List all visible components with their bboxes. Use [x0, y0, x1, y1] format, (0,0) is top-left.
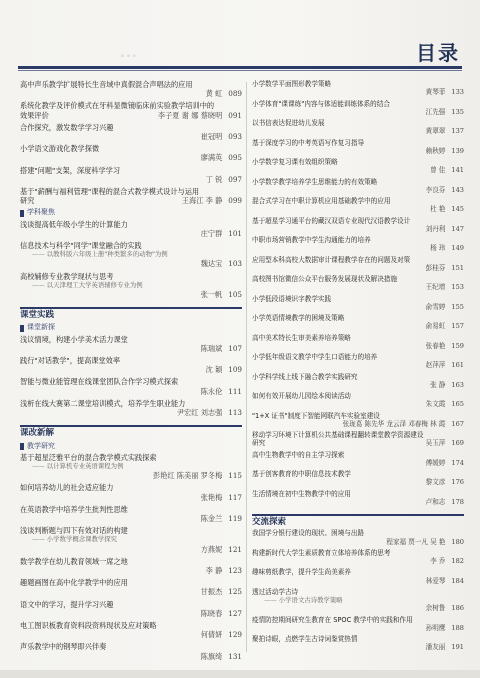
entry-page: 174 — [451, 458, 464, 467]
toc-entry[interactable] — [20, 526, 242, 554]
entry-meta — [252, 244, 464, 252]
entry-meta — [252, 478, 464, 486]
page-edge — [0, 670, 480, 678]
entry-page: 107 — [228, 343, 242, 353]
entry-meta — [20, 609, 242, 618]
header-rule-thin — [18, 70, 462, 71]
entry-meta — [252, 538, 464, 546]
entry-meta — [252, 186, 464, 194]
entry-page: 151 — [451, 263, 464, 272]
entry-subtitle: —— 以天津理工大学英语辅修专业为例 — [20, 281, 242, 290]
entry-page: 105 — [228, 290, 242, 300]
entry-page: 101 — [228, 228, 242, 238]
entry-author: 程家福 贾一凡 吴 艳 — [386, 537, 446, 546]
entry-author: 陈瑞斌 — [200, 343, 223, 353]
toc-entry[interactable] — [20, 483, 242, 501]
entry-page: 137 — [451, 127, 464, 136]
entry-title: 搭建"问题"支架，深度科学学习 — [20, 165, 121, 175]
entry-title-continued-row — [20, 196, 242, 205]
entry-title: 以书信表达促进幼儿发展 — [252, 119, 325, 127]
entry-meta — [252, 205, 464, 213]
entry-page: 186 — [451, 604, 464, 613]
entry-page: 153 — [451, 283, 464, 292]
entry-title: 中职市场营销教学中学生沟通能力的培养 — [252, 236, 371, 244]
entry-author: 吴玉萍 — [425, 439, 446, 448]
entry-meta — [252, 108, 464, 116]
entry-title-continued-row — [20, 111, 242, 120]
toc-entry[interactable] — [252, 392, 464, 409]
entry-meta — [20, 408, 242, 417]
entry-author: 黄翠翠 — [425, 127, 446, 136]
toc-entry[interactable] — [252, 119, 464, 136]
entry-title-continued: 效果评价 — [20, 110, 49, 120]
entry-title: 小学体育"课课练"内容与体适能训练体系的结合 — [252, 99, 390, 108]
toc-entry[interactable] — [252, 549, 464, 566]
entry-meta — [252, 303, 464, 311]
entry-author: 黎文彦 — [425, 478, 446, 487]
entry-author: 甘振杰 — [200, 587, 223, 597]
entry-page: 145 — [451, 205, 464, 214]
entry-title: 合作探究，激发数学学习兴趣 — [20, 122, 114, 132]
entry-author: 黄琴菲 — [425, 88, 446, 97]
entry-author: 赵萍萍 — [425, 361, 446, 370]
entry-meta — [20, 259, 242, 268]
toc-entry[interactable] — [252, 314, 464, 331]
entry-author: 朱文霞 — [425, 400, 446, 409]
toc-entry[interactable] — [252, 295, 464, 312]
entry-author: 张一帆 — [200, 290, 223, 300]
toc-entry[interactable] — [252, 431, 464, 448]
entry-meta — [252, 498, 464, 506]
toc-entry[interactable] — [20, 399, 242, 417]
entry-meta — [20, 587, 242, 596]
entry-title: 浅议情境，构建小学美术活力课堂 — [20, 334, 128, 344]
entry-title: 小学数学教学培养学生思维能力的有效策略 — [252, 177, 378, 186]
entry-meta — [20, 387, 242, 396]
entry-author: 李 静 — [205, 565, 223, 575]
entry-title: 应用型本科高校大数据审计课程教学存在的问题及对策 — [252, 255, 411, 264]
entry-meta — [182, 196, 242, 205]
entry-meta — [20, 514, 242, 523]
entry-meta — [252, 322, 464, 330]
toc-entry[interactable] — [20, 642, 242, 660]
entry-page: 103 — [228, 259, 242, 269]
entry-page: 121 — [228, 544, 242, 554]
entry-author: 张 静 — [430, 380, 446, 389]
entry-title: 数学教学在幼儿教育领域一席之地 — [20, 556, 128, 566]
toc-entry[interactable] — [20, 600, 242, 618]
toc-entry[interactable] — [252, 451, 464, 468]
entry-title: 移动学习环境下计算机公共基础课程翻转课堂教学资源建设 — [252, 431, 424, 439]
entry-page: 125 — [228, 587, 242, 597]
entry-title: 如何培养幼儿的社会适应能力 — [20, 483, 114, 493]
entry-meta — [20, 344, 242, 353]
toc-entry[interactable] — [252, 275, 464, 292]
entry-author: 余树鲁 — [425, 604, 446, 613]
entry-page: 165 — [451, 400, 464, 409]
entry-meta — [20, 175, 242, 184]
entry-meta — [20, 545, 242, 554]
entry-title-continued-row — [252, 439, 464, 447]
entry-page: 115 — [228, 471, 242, 481]
entry-page: 180 — [451, 537, 464, 546]
entry-author: 崔冠明 — [200, 132, 223, 142]
entry-author: 江先强 — [425, 107, 446, 116]
entry-title: 如何有效开展幼儿园绘本阅读活动 — [252, 392, 351, 400]
entry-meta — [20, 471, 242, 480]
toc-entry[interactable] — [20, 356, 242, 374]
entry-title: 趣味剪纸教学，提升学生尚美素养 — [252, 568, 351, 577]
entry-author: 杨 玮 — [430, 244, 446, 253]
entry-page: 095 — [228, 153, 242, 163]
entry-meta — [158, 111, 242, 120]
entry-meta — [252, 557, 464, 565]
entry-title: 高中声乐教学扩展特长生音域中真假混合声唱法的应用 — [20, 80, 193, 89]
entry-author: 李良芬 — [425, 185, 446, 194]
entry-meta — [252, 420, 464, 428]
section-subheading: 课堂新探 — [20, 323, 242, 332]
entry-title: 小学数学复习课有效组织策略 — [252, 158, 338, 166]
entry-subtitle: —— 小学语文古诗教学策略 — [252, 596, 464, 604]
entry-page: 091 — [228, 110, 242, 120]
section-heading: 交流探索 — [252, 514, 464, 526]
entry-author: 卢和志 — [425, 497, 446, 506]
entry-page: 111 — [228, 386, 242, 396]
entry-title: 智能与微业能管理在线课堂团队合作学习模式探索 — [20, 377, 179, 387]
entry-page: 113 — [228, 408, 242, 418]
entry-page: 133 — [451, 88, 464, 97]
entry-page: 191 — [451, 643, 464, 652]
entry-page: 155 — [451, 302, 464, 311]
entry-author: 沈 颖 — [205, 365, 223, 375]
entry-author: 彭桂芬 — [425, 263, 446, 272]
page-title: 目录 — [416, 40, 460, 65]
entry-meta — [252, 459, 464, 467]
entry-author: 俞雪婷 — [425, 302, 446, 311]
entry-meta — [20, 132, 242, 141]
entry-title: 基于超星学习通平台的藏汉双语专业现代汉语教学设计 — [252, 216, 411, 225]
toc-entry[interactable] — [252, 412, 464, 429]
entry-page: 117 — [228, 492, 242, 502]
entry-title: 基于超星泛雅平台的混合教学模式实践探索 — [20, 452, 157, 462]
toc-entry[interactable] — [252, 178, 464, 195]
entry-meta — [20, 493, 242, 502]
toc-entry[interactable] — [20, 220, 242, 238]
entry-title: 浅析在线大赛第二课堂培训模式，培养学生职业能力 — [20, 398, 186, 408]
entry-page: 143 — [451, 185, 464, 194]
entry-author: 黄 虹 — [205, 89, 223, 99]
entry-title: 小学低段语境识字教学实践 — [252, 294, 332, 303]
entry-author: 杜 艳 — [430, 205, 446, 214]
entry-page: 163 — [451, 380, 464, 389]
toc-entry[interactable] — [252, 490, 464, 507]
entry-meta — [252, 342, 464, 350]
entry-author: 庄宁群 — [200, 228, 223, 238]
toc-entry[interactable] — [20, 578, 242, 596]
entry-author: 陈晓春 — [200, 608, 223, 618]
entry-author: 王海江 李 静 — [181, 196, 223, 206]
entry-meta — [20, 153, 242, 162]
entry-subtitle: —— 小学数学概念课教学探究 — [20, 535, 242, 544]
entry-title: 疫情防控期间研究生教育在 SPOC 教学中的实践和作用 — [252, 615, 413, 624]
entry-title: 透过活动学古诗 — [252, 587, 299, 596]
entry-title: 趣题画图在高中化学教学中的应用 — [20, 578, 128, 588]
entry-meta — [20, 290, 242, 299]
toc-entry[interactable] — [20, 272, 242, 300]
entry-author: 刘丹利 — [425, 224, 446, 233]
section-subheading: 教学研究 — [20, 442, 242, 451]
entry-meta — [252, 283, 464, 291]
toc-entry[interactable] — [20, 241, 242, 269]
entry-meta — [252, 361, 464, 369]
entry-title: 小学英语情境教学的困境及策略 — [252, 314, 345, 322]
entry-author: 陈旗绮 — [200, 651, 223, 661]
entry-meta — [252, 88, 464, 96]
entry-title: 在英语教学中培养学生批判性思维 — [20, 504, 128, 514]
entry-author: 潘友丽 — [425, 643, 446, 652]
entry-page: 159 — [451, 341, 464, 350]
toc-entry[interactable] — [20, 166, 242, 184]
entry-author: 张春艳 — [425, 341, 446, 350]
entry-title: 信息技术与科学"同学"课堂融合的实践 — [20, 241, 142, 251]
section-subheading: 学科聚焦 — [20, 208, 242, 217]
entry-author: 李 乔 — [430, 557, 446, 565]
toc-entry[interactable] — [252, 236, 464, 253]
toc-entry[interactable] — [252, 588, 464, 613]
toc-entry[interactable] — [252, 568, 464, 585]
entry-page: 127 — [228, 608, 242, 618]
entry-page: 123 — [228, 565, 242, 575]
entry-meta — [20, 229, 242, 238]
entry-title: 小学语文游戏化教学探微 — [20, 144, 100, 154]
section-heading: 课堂实践 — [20, 307, 242, 320]
entry-author: 张艳梅 — [200, 492, 223, 502]
entry-page: 099 — [228, 196, 242, 206]
entry-author: 尹宏红 刘志强 — [176, 408, 223, 418]
entry-meta — [252, 381, 464, 389]
entry-title: 聚拍诗眼，点燃学生古诗词鉴赏热情 — [252, 635, 358, 643]
entry-page: 182 — [451, 557, 464, 565]
entry-author: 傅媛婷 — [425, 458, 446, 467]
entry-meta — [252, 643, 464, 651]
entry-title: 生活情境在初中生物教学中的应用 — [252, 489, 351, 498]
entry-page: 157 — [451, 322, 464, 331]
toc-entry[interactable] — [252, 616, 464, 633]
entry-page: 131 — [228, 651, 242, 661]
entry-subtitle: —— 以计算机专业英语课程为例 — [20, 462, 242, 471]
entry-page: 184 — [451, 576, 464, 585]
entry-author: 彭艳红 陈美丽 罗冬梅 — [153, 471, 223, 481]
toc-entry[interactable] — [20, 335, 242, 353]
header-rule — [18, 66, 462, 69]
entry-page: 169 — [451, 439, 464, 448]
entry-meta — [252, 225, 464, 233]
entry-title: "1+X 证书"制度下智能网联汽车实验室建设 — [252, 411, 380, 420]
toc-entry[interactable] — [20, 557, 242, 575]
toc-entry[interactable] — [252, 158, 464, 175]
entry-author: 方燕妮 — [200, 544, 223, 554]
entry-author: 孙明鹰 — [425, 623, 446, 632]
entry-meta — [20, 652, 242, 661]
entry-title: 电工图识板教育资料段资料现状及应对策略 — [20, 620, 157, 630]
entry-page: 093 — [228, 132, 242, 142]
toc-entry[interactable] — [20, 80, 242, 98]
entry-author: 林爱琴 — [425, 576, 446, 585]
toc-entry[interactable] — [252, 529, 464, 546]
toc-entry[interactable] — [252, 217, 464, 234]
toc-entry[interactable] — [252, 256, 464, 273]
entry-author: 魏达宝 — [200, 259, 223, 269]
entry-author: 丁 锐 — [205, 174, 223, 184]
entry-page: 109 — [228, 365, 242, 375]
toc-entry[interactable] — [20, 453, 242, 481]
entry-page: 119 — [228, 513, 242, 523]
entry-title: 基于深度学习的中考英语写作复习指导 — [252, 138, 365, 147]
entry-meta — [252, 400, 464, 408]
entry-page: 188 — [451, 623, 464, 632]
entry-page: 161 — [451, 361, 464, 370]
entry-page: 135 — [451, 107, 464, 116]
entry-author: 陈金兰 — [200, 513, 223, 523]
entry-author: 王纪增 — [425, 283, 446, 292]
entry-title: 小学低年级语文教学中学生口语能力的培养 — [252, 353, 378, 361]
entry-author: 俞易虹 — [425, 322, 446, 331]
toc-entry[interactable] — [252, 139, 464, 156]
entry-title-continued: 研究 — [20, 196, 35, 206]
entry-page: 167 — [451, 419, 464, 428]
left-column — [20, 80, 242, 664]
entry-page: 097 — [228, 174, 242, 184]
entry-title: 构建新时代大学生素质教育立体培养体系的思考 — [252, 548, 391, 557]
entry-author: 陈永伦 — [200, 386, 223, 396]
entry-title: 基于创客教育的中职信息技术教学 — [252, 470, 351, 478]
entry-page: 129 — [228, 630, 242, 640]
entry-meta — [20, 566, 242, 575]
entry-meta — [252, 264, 464, 272]
toc-header — [280, 38, 460, 64]
entry-title: 我国学分银行建设的现状、困境与出路 — [252, 529, 365, 538]
entry-author: 曾 佳 — [430, 166, 446, 175]
toc-entry[interactable] — [20, 144, 242, 162]
toc-entry[interactable] — [20, 621, 242, 639]
toc-entry[interactable] — [20, 187, 242, 205]
section-heading: 课改新解 — [20, 425, 242, 438]
toc-entry[interactable] — [252, 373, 464, 390]
entry-title: 高中美术特长生审美素养培养策略 — [252, 333, 351, 342]
toc-entry[interactable] — [20, 123, 242, 141]
entry-meta — [20, 89, 242, 98]
entry-page: 149 — [451, 244, 464, 253]
entry-subtitle: —— 以教科版六年级上册"种类繁多的动物"为例 — [20, 250, 242, 259]
entry-title: 声乐教学中的钢琴即兴伴奏 — [20, 642, 107, 652]
toc-entry[interactable] — [252, 470, 464, 487]
entry-author: 张珑葛 陈先华 龙云泽 邓春梅 林 霞 — [342, 419, 446, 428]
entry-author: 赖秋婷 — [425, 146, 446, 155]
entry-meta — [252, 577, 464, 585]
entry-title: 浅谈判断题与四下有效对话的构建 — [20, 526, 128, 536]
entry-title: 语文中的学习，提升学习兴趣 — [20, 599, 114, 609]
entry-page: 178 — [451, 497, 464, 506]
right-column — [252, 80, 464, 655]
entry-meta — [252, 127, 464, 135]
entry-title: 高中生物教学中的自主学习探索 — [252, 450, 345, 459]
bleed-through-text: ... — [120, 46, 138, 61]
entry-page: 139 — [451, 146, 464, 155]
entry-meta — [252, 147, 464, 155]
toc-entry[interactable] — [252, 334, 464, 351]
toc-entry[interactable] — [252, 80, 464, 97]
entry-title: 践行"对话教学"，提高课堂效率 — [20, 356, 121, 366]
toc-entry[interactable] — [20, 505, 242, 523]
entry-meta — [252, 624, 464, 632]
entry-author: 李子夏 谢 娜 蔡晓明 — [157, 110, 223, 120]
entry-title: 小学科学线上线下融合教学实践研究 — [252, 372, 358, 381]
entry-meta — [20, 365, 242, 374]
entry-title: 系统化教学及评价模式在牙科显微镜临床前实验教学培训中的 — [20, 101, 215, 111]
toc-entry[interactable] — [20, 377, 242, 395]
entry-title: 小学数学平面图形教学策略 — [252, 80, 332, 88]
entry-page: 147 — [451, 224, 464, 233]
toc-entry[interactable] — [252, 100, 464, 117]
entry-title: 高校图书馆微信公众平台服务发展现状及解决措施 — [252, 275, 398, 283]
entry-author: 廖满英 — [200, 153, 223, 163]
entry-page: 089 — [228, 89, 242, 99]
entry-title: 浅谈提高低年级小学生的计算能力 — [20, 219, 128, 229]
toc-entry[interactable] — [252, 197, 464, 214]
entry-title: 高校辅修专业教学现状与思考 — [20, 271, 114, 281]
entry-meta — [252, 604, 464, 612]
toc-entry[interactable] — [252, 353, 464, 370]
entry-meta — [252, 166, 464, 174]
entry-meta — [426, 439, 464, 447]
entry-meta — [20, 630, 242, 639]
entry-author: 何倩妍 — [200, 630, 223, 640]
entry-title-continued: 研究 — [252, 439, 266, 448]
entry-title: 基于"薪酬与福利管理"课程的混合式教学模式设计与运用 — [20, 187, 200, 197]
toc-entry[interactable] — [20, 101, 242, 119]
column-divider — [246, 82, 247, 652]
entry-title: 混合式学习在中职计算机应用基础教学中的应用 — [252, 197, 391, 205]
entry-page: 141 — [451, 166, 464, 175]
entry-page: 176 — [451, 478, 464, 487]
toc-entry[interactable] — [252, 635, 464, 652]
